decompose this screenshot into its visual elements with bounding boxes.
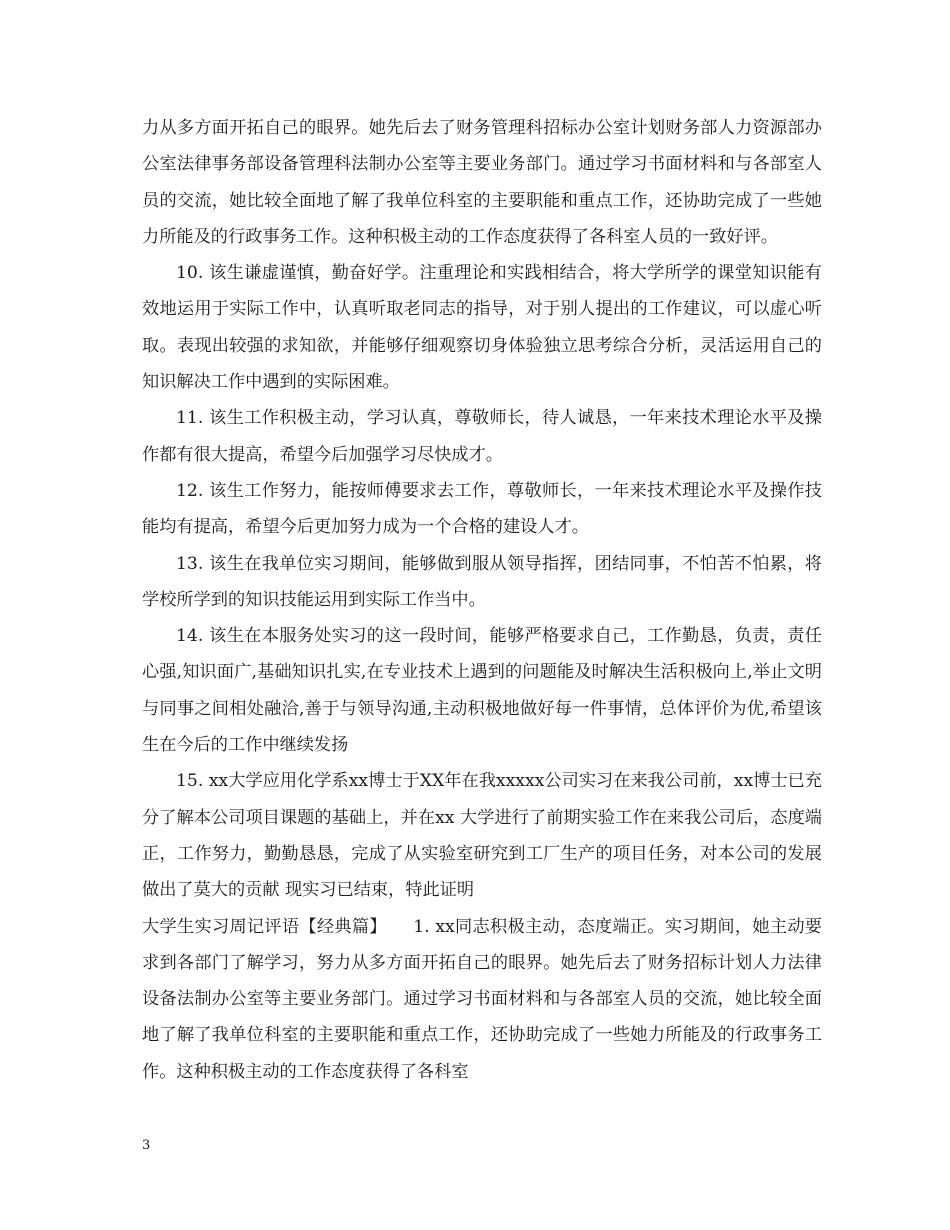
paragraph-classic-section: 大学生实习周记评语【经典篇】 1. xx同志积极主动，态度端正。实习期间，她主动要求到各部门了解学习，努力从多方面开拓自己的眼界。她先后去了财务招标计划人力法律设备法制办公室等主要业务部门。通过学习书面材料和与各部室人员的交流，她比较全面地了解了我单位科室的主要职能和重点工作，还协助完成了一些她力所能及的行政事务工作。这种积极主动的工作态度获得了各科室 — [142, 916, 822, 1082]
document-body — [142, 110, 822, 1090]
paragraph-item-15: 15. xx大学应用化学系xx博士于XX年在我xxxxx公司实习在来我公司前，xx博士已充分了解本公司项目课题的基础上，并在xx 大学进行了前期实验工作在来我公司后，态度端正，工作努力，勤勤恳恳，完成了从实验室研究到工厂生产的项目任务，对本公司的发展做出了莫大的贡献 现实习已结束，特此证明 — [142, 771, 822, 901]
paragraph-item-10: 10. 该生谦虚谨慎，勤奋好学。注重理论和实践相结合，将大学所学的课堂知识能有效地运用于实际工作中，认真听取老同志的指导，对于别人提出的工作建议，可以虚心听取。表现出较强的求知欲，并能够仔细观察切身体验独立思考综合分析，灵活运用自己的知识解决工作中遇到的实际困难。 — [142, 263, 822, 393]
paragraph-item-11: 11. 该生工作积极主动，学习认真，尊敬师长，待人诚恳，一年来技术理论水平及操作都有很大提高，希望今后加强学习尽快成才。 — [142, 408, 822, 465]
page-number: 3 — [142, 1138, 151, 1153]
paragraph-item-12: 12. 该生工作努力，能按师傅要求去工作，尊敬师长，一年来技术理论水平及操作技能均有提高，希望今后更加努力成为一个合格的建设人才。 — [142, 480, 822, 538]
paragraph-continuation: 力从多方面开拓自己的眼界。她先后去了财务管理科招标办公室计划财务部人力资源部办公室法律事务部设备管理科法制办公室等主要业务部门。通过学习书面材料和与各部室人员的交流，她比较全面地了解了我单位科室的主要职能和重点工作，还协助完成了一些她力所能及的行政事务工作。这种积极主动的工作态度获得了各科室人员的一致好评。 — [142, 118, 822, 247]
paragraph-item-13: 13. 该生在我单位实习期间，能够做到服从领导指挥，团结同事，不怕苦不怕累，将学校所学到的知识技能运用到实际工作当中。 — [142, 553, 822, 610]
paragraph-item-14: 14. 该生在本服务处实习的这一段时间，能够严格要求自己，工作勤恳，负责，责任心强,知识面广,基础知识扎实,在专业技术上遇到的问题能及时解决生活积极向上,举止文明与同事之间相处融洽,善于与领导沟通,主动积极地做好每一件事情，总体评价为优,希望该生在今后的工作中继续发扬 — [142, 626, 822, 756]
